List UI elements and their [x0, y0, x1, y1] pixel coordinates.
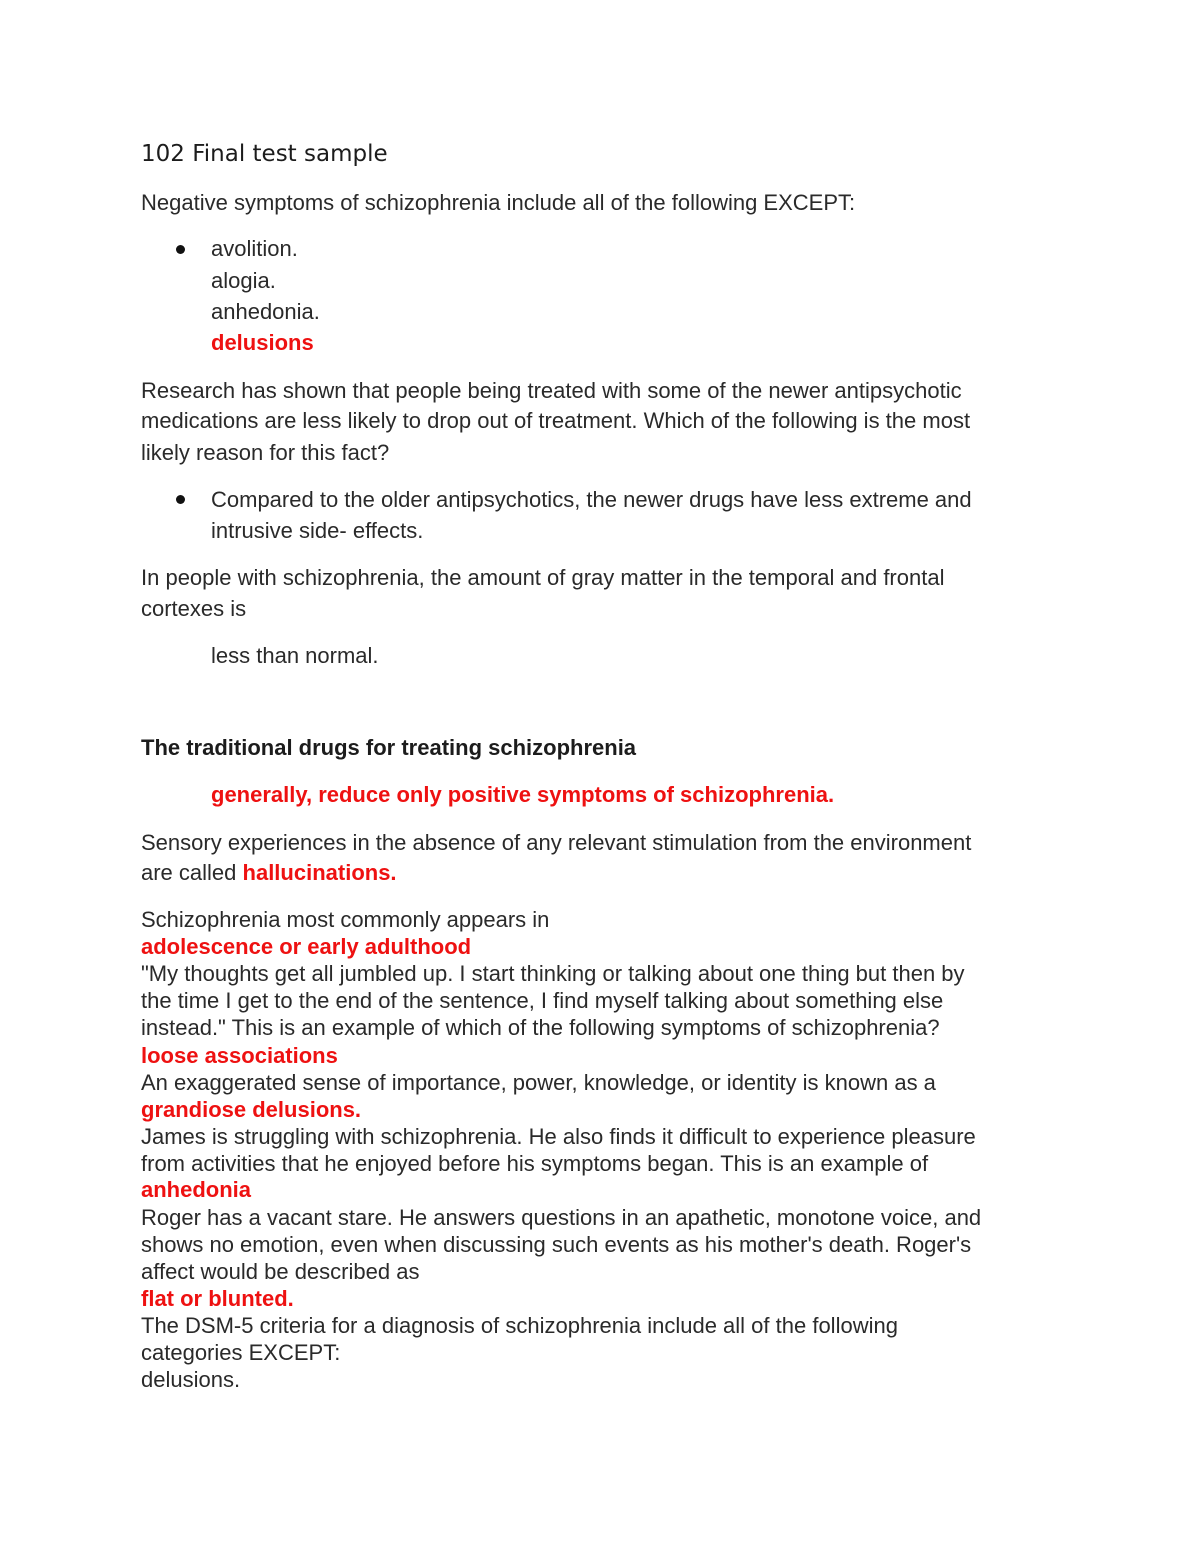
q4-question: The traditional drugs for treating schizophrenia: [141, 735, 637, 760]
q8-answer: grandiose delusions.: [141, 1097, 362, 1122]
q6-question: Schizophrenia most commonly appears in: [141, 907, 550, 932]
q10-question-line-2: shows no emotion, even when discussing such events as his mother's death. Roger's: [141, 1232, 972, 1257]
q5-question-line-1: Sensory experiences in the absence of any relevant stimulation from the environment: [141, 830, 972, 855]
document-title: 102 Final test sample: [141, 141, 388, 167]
q5-question-prefix: are called: [141, 860, 243, 885]
q9-question-line-2: from activities that he enjoyed before his symptoms began. This is an example of: [141, 1151, 929, 1176]
bullet-icon: [176, 245, 185, 254]
q11-answer: delusions.: [141, 1367, 241, 1392]
q9-question-line-1: James is struggling with schizophrenia. He also finds it difficult to experience pleasure: [141, 1124, 976, 1149]
q2-answer-line-2: intrusive side- effects.: [211, 518, 424, 543]
q7-question-line-3: instead." This is an example of which of the following symptoms of schizophrenia?: [141, 1015, 940, 1040]
q2-question-line-1: Research has shown that people being treated with some of the newer antipsychotic: [141, 378, 962, 403]
q1-answer: delusions: [211, 330, 314, 355]
q1-option-3: anhedonia.: [211, 299, 320, 324]
q3-answer: less than normal.: [211, 643, 379, 668]
q11-question-line-2: categories EXCEPT:: [141, 1340, 341, 1365]
q2-question-line-3: likely reason for this fact?: [141, 440, 390, 465]
q5-answer: hallucinations.: [242, 860, 397, 885]
bullet-icon: [176, 495, 185, 504]
q2-question-line-2: medications are less likely to drop out of treatment. Which of the following is the most: [141, 408, 971, 433]
q3-question-line-1: In people with schizophrenia, the amount of gray matter in the temporal and frontal: [141, 565, 945, 590]
q1-question: Negative symptoms of schizophrenia include all of the following EXCEPT:: [141, 190, 856, 215]
q6-answer: adolescence or early adulthood: [141, 934, 472, 959]
q5-question-line-2: [141, 858, 397, 888]
q9-answer: anhedonia: [141, 1177, 252, 1202]
q10-answer: flat or blunted.: [141, 1286, 294, 1311]
q10-question-line-1: Roger has a vacant stare. He answers questions in an apathetic, monotone voice, and: [141, 1205, 982, 1230]
q11-question-line-1: The DSM-5 criteria for a diagnosis of schizophrenia include all of the following: [141, 1313, 898, 1338]
q3-question-line-2: cortexes is: [141, 596, 247, 621]
q1-option-1: avolition.: [211, 236, 298, 261]
q4-answer: generally, reduce only positive symptoms of schizophrenia.: [211, 782, 835, 807]
q2-answer-line-1: Compared to the older antipsychotics, the newer drugs have less extreme and: [211, 487, 972, 512]
q7-question-line-2: the time I get to the end of the sentence, I find myself talking about something else: [141, 988, 944, 1013]
q1-option-2: alogia.: [211, 268, 276, 293]
q7-answer: loose associations: [141, 1043, 338, 1068]
q8-question: An exaggerated sense of importance, power, knowledge, or identity is known as a: [141, 1070, 936, 1095]
q10-question-line-3: affect would be described as: [141, 1259, 420, 1284]
q7-question-line-1: "My thoughts get all jumbled up. I start thinking or talking about one thing but then by: [141, 961, 965, 986]
